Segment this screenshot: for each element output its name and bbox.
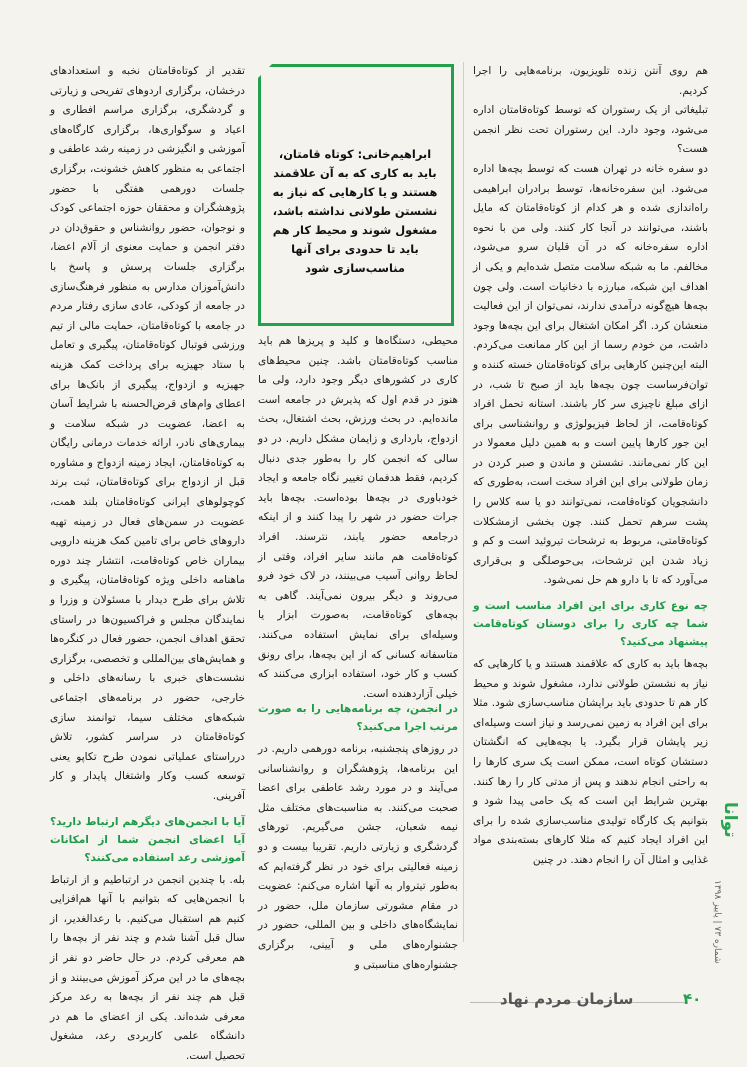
paragraph: در روزهای پنجشنبه، برنامه دورهمی داریم. در این برنامه‌ها، پژوهشگران و روانشناسانی می‌آیند و در مورد رشد عاطفی برای اعضا صحبت می‌کنند. به مناسبت‌های مختلف مثل نیمه شعبان، جشن می‌گیریم. تورهای گردشگری و زیارتی داریم. تقریبا بیست و دو زمینه فعالیتی برای خود در نظر گرفته‌ایم که به‌طور تیتروار به آنها اشاره می‌کنم: عضویت در مقام مشورتی سازمان ملل، حضور در نمایشگاه‌های داخلی و بین المللی، حضور در جشنواره‌های ملی و آیینی، برگزاری جشنواره‌های مناسبتی و xyxy=(258,743,458,971)
column-divider xyxy=(463,62,464,942)
paragraph: تبلیغاتی از یک رستوران که توسط کوتاه‌قامتان اداره می‌شود، وجود دارد. این رستوران تحت نظر انجمن هست؟ xyxy=(473,104,708,156)
magazine-logo: توانا xyxy=(720,802,740,838)
paragraph: بله. با چندین انجمن در ارتباطیم و از ارتباط با انجمن‌هایی که بتوانیم با آنها هم‌افزایی کنیم هم استقبال می‌کنیم. با رعدالغدیر، از سال قبل آشنا شدم و چند نفر از بچه‌ها را هم معرفی کردم. در حال حاضر دو نفر از بچه‌های ما در این مرکز آموزش می‌بینند و از قبل هم چند نفر از بچه‌ها به رعد مرکز معرفی شده‌اند. یکی از اعضای ما هم در دانشگاه علمی کاربردی رعد، مشغول تحصیل است. xyxy=(50,873,245,1062)
column-middle-top xyxy=(258,332,458,700)
column-left xyxy=(50,62,245,1062)
section-title: سازمان مردم نهاد xyxy=(500,990,634,1008)
paragraph: بچه‌ها باید به کاری که علاقمند هستند و یا کارهایی که نیاز به نشستن طولانی ندارد، مشغول شوند و محیط کار هم تا حدودی باید برایشان مناسب‌سازی شود. مثلا برای این افراد به زمین نمی‌رسد و نیاز است وسیله‌ای زیر پایشان قرار بگیرد. یا بچه‌هایی که انگشتان دستشان کوتاه است، ممکن است یک سری کارها را به راحتی انجام ندهند و پس از مدتی کار را رها کنند. بهترین شرایط این است که یک حامی پیدا شود و بتوانیم یک کارگاه تولیدی مناسب‌سازی شده را برای این افراد ایجاد کنیم که مثلا کارهای بسته‌بندی مواد غذایی و امثال آن را انجام دهند. در چنین xyxy=(473,658,708,866)
interview-question: آیا با انجمن‌های دیگرهم ارتباط دارید؟آیا اعضای انجمن شما از امکانات آموزشی رعد استفاده می‌کنند؟ xyxy=(50,815,245,864)
column-middle-bottom xyxy=(258,694,458,971)
paragraph: دو سفره خانه در تهران هست که توسط بچه‌ها اداره می‌شود. این سفره‌خانه‌ها، توسط برادران ابراهیمی راه‌اندازی شده و هر کدام از کوتاه‌قامتان که مایل باشند، می‌توانند در آنجا کار کنند. ولی من با نحوه اداره سفره‌خانه که در آن قلیان سرو می‌شود، مخالفم. ما به شبکه سلامت متصل شده‌ایم و یکی از اهداف این شبکه، مبارزه با دخانیات است. ولی چون بچه‌ها هیچ‌گونه درآمدی ندارند، نمی‌توان از این فعالیت منعشان کرد. اگر امکان اشتغال برای این بچه‌ها وجود داشت، من خودم رسما از این کار ممانعت می‌کردم. البته این‌چنین کارهایی برای کوتاه‌قامتان خسته کننده و توان‌فرساست چون بچه‌ها باید از صبح تا شب، در ازای مبلغ ناچیزی سر کار باشند. استانه تحمل افراد کوتاه‌قامت، از لحاظ فیزیولوژی و روانشناسی برای این جور کارها پایین است و به همین دلیل معمولا در این کار نمی‌مانند. نشستن و ماندن و صبر کردن در زمان طولانی برای این افراد سخت است، به‌طوری که دانشجویان کوتاه‌قامت، نمی‌توانند دو یا سه کلاس را پشت سرهم تحمل کنند. چون بخشی ازمشکلات کوتاه‌قامتی، مربوط به ترشحات تیروئید است و کم و زیاد شدن این ترشحات، بی‌حوصلگی و بی‌قراری می‌آورد که تا با دارو هم حل نمی‌شود. xyxy=(473,162,708,587)
column-right xyxy=(473,62,708,962)
page-number: ۴۰ xyxy=(683,990,702,1008)
pull-quote-corner xyxy=(254,60,276,82)
paragraph: هم روی آنتن زنده تلویزیون، برنامه‌هایی را اجرا کردیم. xyxy=(473,65,708,97)
interview-question: در انجمن، چه برنامه‌هایی را به صورت مرتب اجرا می‌کنید؟ xyxy=(258,703,458,733)
interview-question: چه نوع کاری برای این افراد مناسب است و شما چه کاری را برای دوستان کوتاه‌قامت پیشنهاد می‌کنید؟ xyxy=(473,600,708,649)
paragraph: محیطی، دستگاه‌ها و کلید و پریزها هم باید مناسب کوتاه‌قامتان باشد. چنین محیط‌های کاری در کشورهای دیگر وجود دارد، ولی ما هنوز در قدم اول که پذیرش در جامعه است مانده‌ایم. در بحث ورزش، بحث اشتغال، بحث ازدواج، بارداری و زایمان مشکل داریم. در دو سالی که انجمن کار را به‌طور جدی دنبال کردیم، فقط هدفمان تغییر نگاه جامعه و ایجاد خودباوری در بچه‌ها بوده‌است. بچه‌ها باید جرات حضور در شهر را پیدا کنند و از اینکه درجامعه حضور یابند، نترسند. افراد کوتاه‌قامت هم مانند سایر افراد، وقتی از لحاظ روانی آسیب می‌بینند، در لاک خود فرو می‌روند و دیگر بیرون نمی‌آیند. گاهی به بچه‌های کوتاه‌قامت، به‌صورت ابزار یا وسیله‌ای برای نمایش استفاده می‌کنند. متاسفانه کسانی که از این بچه‌ها، برای رونق کسب و کار خود، استفاده ابزاری می‌کنند که خیلی آزاردهنده است. xyxy=(258,335,458,700)
pull-quote: ابراهیم‌خانی: کوتاه قامتان، باید به کاری که به آن علاقمند هستند و یا کارهایی که نیاز به نشستن طولانی نداشته باشد، مشغول شوند و محیط کار هم باید تا حدودی برای آنها مناسب‌سازی شود xyxy=(272,147,438,275)
paragraph: تقدیر از کوتاه‌قامتان نخبه و استعدادهای درخشان، برگزاری اردوهای تفریحی و زیارتی و گردشگری، برگزاری مراسم افطاری و اعیاد و سوگواری‌ها، برگزاری کارگاه‌های آموزشی و انگیزشی در زمینه رشد عاطفی و اجتماعی به منظور کاهش خشونت، برگزاری جلسات دورهمی هفتگی با حضور پژوهشگران و محققان حوزه اجتماعی کودک و نوجوان، حضور روانشناس و حقوق‌دان در دفتر انجمن و حمایت معنوی از آلام اعضا، برگزاری جلسات پرسش و پاسخ با دانش‌آموزان مدارس به منظور فرهنگ‌سازی در جامعه از کودکی، عادی سازی رفتار مردم در جامعه با کوتاه‌قامتان، حمایت مالی از تیم ورزشی فوتبال کوتاه‌قامتان، پیگیری و تعامل با ستاد جهیزیه برای پرداخت کمک هزینه جهیزیه و ازدواج، پیگیری از بانک‌ها برای اعطای وام‌های قرض‌الحسنه با شرایط آسان به اعضا، عضویت در شبکه سلامت و بیماری‌های نادر، ارائه خدمات درمانی رایگان به کوتاه‌قامتان، ایجاد زمینه ازدواج و مشاوره قبل از ازدواج برای کوتاه‌قامتان، ثبت برند کوچولوهای ایرانی کوتاه‌قامتان بلند همت، عضویت در سمن‌های فعال در زمینه تهیه داروهای خاص برای تامین کمک هزینه دارویی بیماران خاص کوتاه‌قامت، انتشار چند دوره ماهنامه داخلی ویژه کوتاه‌قامتان، پیگیری و تلاش برای طرح دیدار با مسئولان و وزرا و نمایندگان مجلس و فراکسیون‌ها در راستای تحقق اهداف انجمن، حضور فعال در کنگره‌ها و همایش‌های بین‌المللی و تخصصی، برگزاری نشست‌های خبری با رسانه‌های داخلی و خارجی، حضور در برنامه‌های اجتماعی شبکه‌های مختلف سیما، توانمند سازی کوتاه‌قامتان در سراسر کشور، تلاش درراستای عملیاتی نمودن طرح تکاپو یعنی توسعه کسب وکار واشتغال پایدار و کار آفرینی. xyxy=(50,65,245,802)
issue-label: شماره ۷۳ | پاییز ۱۳۹۸ xyxy=(712,880,722,964)
